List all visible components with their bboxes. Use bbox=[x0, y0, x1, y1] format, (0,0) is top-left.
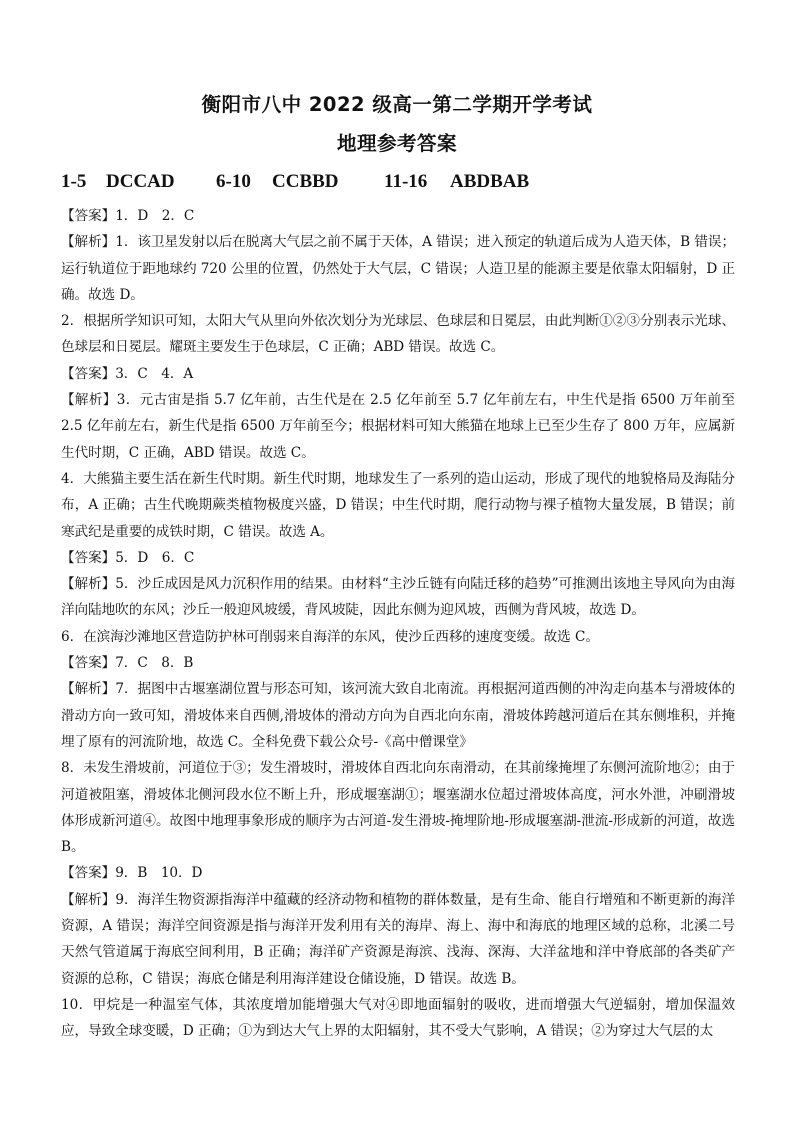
answer-line bbox=[61, 860, 735, 886]
explanation-paragraph bbox=[61, 571, 735, 624]
explanation-text: 4．大熊猫主要生活在新生代时期。新生代时期，地球发生了一系列的造山运动，形成了现代的地貌格局及海陆分布，A 正确；古生代晚期蕨类植物极度兴盛，D 错误；中生代时期，爬行动物与裸子植物大量发展，B 错误；前寒武纪是重要的成铁时期，C 错误。故选 A。 bbox=[61, 470, 735, 540]
explanation-text: 9．海洋生物资源指海洋中蕴藏的经济动物和植物的群体数量，是有生命、能自行增殖和不断更新的海洋资源，A 错误；海洋空间资源是指与海洋开发利用有关的海岸、海上、海中和海底的地理区域的总称，北溪二号天然气管道属于海底空间利用，B 正确；海洋矿产资源是海滨、浅海、深海、大洋盆地和洋中脊底部的各类矿产资源的总称，C 错误；海底仓储是利用海洋建设仓储设施，D 错误。故选 B。 bbox=[61, 891, 735, 987]
label-answer: 【答案】 bbox=[61, 865, 116, 882]
explanation-text: 1．该卫星发射以后在脱离大气层之前不属于天体，A 错误；进入预定的轨道后成为人造天体，B 错误；运行轨道位于距地球约 720 公里的位置，仍然处于大气层，C 错误；人造卫星的能源主要是依靠太阳辐射，D 正确。故选 D。 bbox=[61, 234, 735, 303]
answer-line bbox=[61, 361, 735, 387]
explanation-paragraph bbox=[61, 887, 735, 992]
key-range-1: 1-5 bbox=[61, 171, 87, 192]
explanation-paragraph bbox=[61, 387, 735, 466]
explanation-paragraph bbox=[61, 992, 735, 1045]
exam-title: 衡阳市八中 2022 级高一第二学期开学考试 bbox=[201, 93, 593, 116]
explanation-paragraph bbox=[61, 755, 735, 860]
key-answers-2: CCBBD bbox=[272, 171, 339, 192]
explanation-paragraph bbox=[61, 229, 735, 308]
explanation-text: 3．元古宙是指 5.7 亿年前，古生代是在 2.5 亿年前至 5.7 亿年前左右，中生代是指 6500 万年前至 2.5 亿年前左右，新生代是指 6500 万年前至今；根据材料可知大熊猫在地球上已至少生存了 800 万年，应属新生代时期，C 正确，ABD 错误。故选 C。 bbox=[61, 392, 735, 461]
explanation-text: 5．沙丘成因是风力沉积作用的结果。由材料“主沙丘链有向陆迁移的趋势”可推测出该地主导风向为由海洋向陆地吹的东风；沙丘一般迎风坡缓，背风坡陡，因此东侧为迎风坡，西侧为背风坡，故选 D。 bbox=[61, 576, 735, 619]
explanation-text: 7．据图中古堰塞湖位置与形态可知，该河流大致自北南流。再根据河道西侧的冲沟走向基本与滑坡体的滑动方向一致可知，滑坡体来自西侧,滑坡体的滑动方向为自西北向东南，滑坡体跨越河道后在其东侧堆积，并掩埋了原有的河流阶地，故选 C。全科免费下载公众号-《高中僧课堂》 bbox=[61, 681, 735, 750]
label-answer: 【答案】 bbox=[61, 655, 116, 672]
key-answers-1: DCCAD bbox=[106, 171, 175, 192]
answer-line bbox=[61, 203, 735, 229]
answer-key-title: 地理参考答案 bbox=[336, 132, 457, 155]
label-answer: 【答案】 bbox=[61, 208, 116, 224]
label-explanation: 【解析】 bbox=[61, 681, 116, 698]
answer-explanations bbox=[61, 203, 735, 1045]
explanation-paragraph bbox=[61, 466, 735, 545]
label-answer: 【答案】 bbox=[61, 365, 116, 382]
explanation-text: 2．根据所学知识可知，太阳大气从里向外依次划分为光球层、色球层和日冕层，由此判断①②③分别表示光球、色球层和日冕层。耀斑主要发生于色球层，C 正确；ABD 错误。故选 C。 bbox=[61, 313, 735, 356]
explanation-text: 8．未发生滑坡前，河道位于③；发生滑坡时，滑坡体自西北向东南滑动，在其前缘掩埋了东侧河流阶地②；由于河道被阻塞，滑坡体北侧河段水位不断上升，形成堰塞湖①；堰塞湖水位超过滑坡体高度，河水外泄，冲刷滑坡体形成新河道④。故图中地理事象形成的顺序为古河道-发生滑坡-掩埋阶地-形成堰塞湖-泄流-形成新的河道，故选 B。 bbox=[61, 760, 735, 856]
explanation-paragraph bbox=[61, 308, 735, 361]
answer-text: 1．D 2．C bbox=[115, 208, 195, 224]
label-explanation: 【解析】 bbox=[61, 891, 116, 908]
key-answers-3: ABDBAB bbox=[450, 171, 530, 192]
label-explanation: 【解析】 bbox=[61, 234, 116, 251]
answer-text: 5．D 6．C bbox=[115, 549, 195, 566]
label-explanation: 【解析】 bbox=[61, 576, 116, 593]
answer-line bbox=[61, 650, 735, 676]
answer-text: 9．B 10．D bbox=[115, 865, 203, 882]
key-range-3: 11-16 bbox=[384, 171, 428, 192]
answer-text: 7．C 8．B bbox=[115, 655, 194, 672]
explanation-paragraph bbox=[61, 676, 735, 755]
explanation-text: 6．在滨海沙滩地区营造防护林可削弱来自海洋的东风，使沙丘西移的速度变缓。故选 C。 bbox=[61, 628, 599, 645]
explanation-text: 10．甲烷是一种温室气体，其浓度增加能增强大气对④即地面辐射的吸收，进而增强大气逆辐射，增加保温效应，导致全球变暖，D 正确；①为到达大气上界的太阳辐射，其不受大气影响，A 错误；②为穿过大气层的太 bbox=[61, 996, 735, 1040]
answer-line bbox=[61, 545, 735, 571]
label-explanation: 【解析】 bbox=[61, 392, 117, 409]
answer-text: 3．C 4．A bbox=[115, 365, 194, 382]
label-answer: 【答案】 bbox=[61, 549, 116, 566]
explanation-paragraph bbox=[61, 624, 735, 650]
key-range-2: 6-10 bbox=[216, 171, 251, 192]
